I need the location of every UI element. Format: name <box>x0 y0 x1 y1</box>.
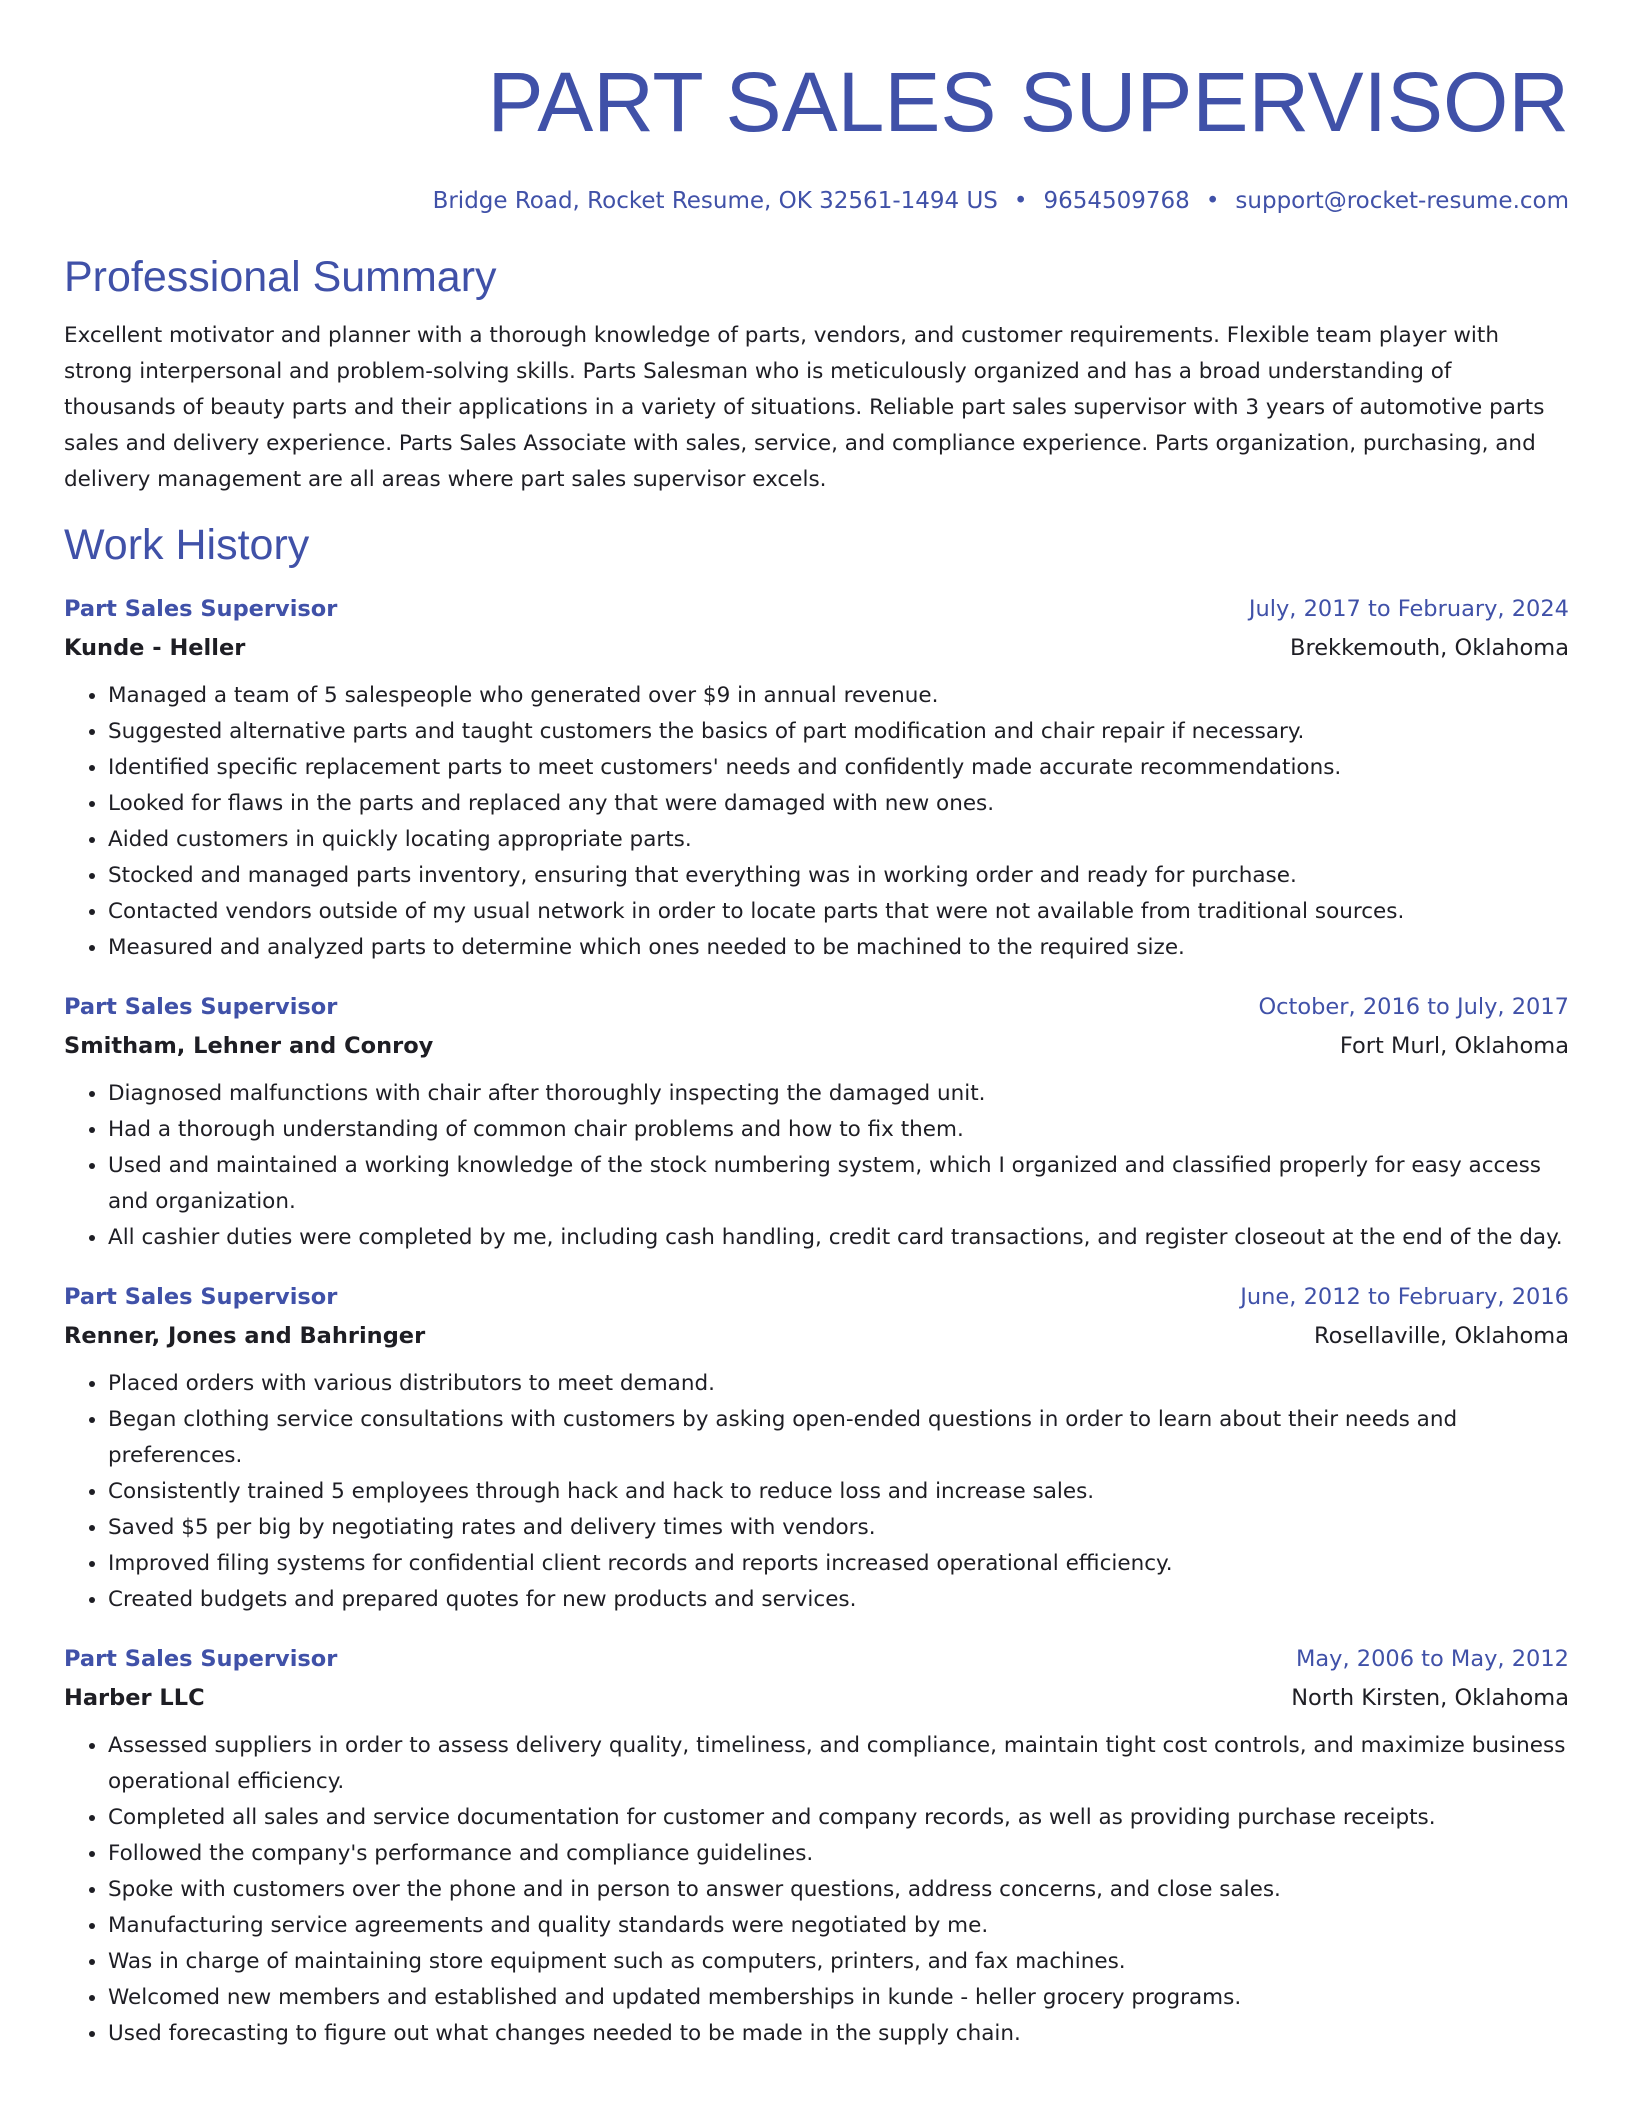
job-company-row <box>64 1316 1569 1356</box>
job-title: Part Sales Supervisor <box>64 596 338 622</box>
job-entry <box>64 988 1569 1256</box>
duty-item: • Placed orders with various distributors to meet demand. <box>108 1366 1569 1402</box>
job-entry <box>64 1278 1569 1618</box>
contact-line <box>64 186 1569 216</box>
job-entry <box>64 590 1569 966</box>
work-history-heading: Work History <box>64 521 310 569</box>
job-company: Harber LLC <box>64 1685 205 1711</box>
job-location: North Kirsten, Oklahoma <box>1291 1685 1569 1711</box>
duty-item: • Completed all sales and service documentation for customer and company records, as well as providing purchase receipts. <box>108 1800 1569 1836</box>
duty-item: • All cashier duties were completed by me, including cash handling, credit card transactions, and register closeout at the end of the day. <box>108 1220 1569 1256</box>
job-title-row <box>64 590 1569 628</box>
job-duties-list <box>64 678 1569 966</box>
duty-item: • Manufacturing service agreements and quality standards were negotiated by me. <box>108 1908 1569 1944</box>
job-duties-list <box>64 1728 1569 2052</box>
contact-separator: • <box>1205 188 1220 214</box>
contact-phone: 9654509768 <box>1043 188 1190 214</box>
duty-item: • Suggested alternative parts and taught customers the basics of part modification and chair repair if necessary. <box>108 714 1569 750</box>
work-history-list <box>64 590 1569 2052</box>
job-dates: May, 2006 to May, 2012 <box>1295 1646 1569 1672</box>
resume-name: PART SALES SUPERVISOR <box>487 55 1569 149</box>
job-location: Fort Murl, Oklahoma <box>1339 1033 1569 1059</box>
contact-separator: • <box>1013 188 1028 214</box>
duty-item: • Assessed suppliers in order to assess delivery quality, timeliness, and compliance, maintain tight cost controls, and maximize business operational efficiency. <box>108 1728 1569 1800</box>
job-title-row <box>64 988 1569 1026</box>
duty-item: • Began clothing service consultations with customers by asking open-ended questions in order to learn about their needs and preferences. <box>108 1402 1569 1474</box>
duty-item: • Diagnosed malfunctions with chair after thoroughly inspecting the damaged unit. <box>108 1076 1569 1112</box>
duty-item: • Followed the company's performance and compliance guidelines. <box>108 1836 1569 1872</box>
duty-item: • Spoke with customers over the phone and in person to answer questions, address concerns, and close sales. <box>108 1872 1569 1908</box>
duty-item: • Measured and analyzed parts to determine which ones needed to be machined to the required size. <box>108 930 1569 966</box>
summary-text: Excellent motivator and planner with a thorough knowledge of parts, vendors, and customer requirements. Flexible team player with strong interpersonal and problem-solving skills. Parts Salesman who is meticulously organized and has a broad understanding of thousands of beauty parts and their applications in a variety of situations. Reliable part sales supervisor with 3 years of automotive parts sales and delivery experience. Parts Sales Associate with sales, service, and compliance experience. Parts organization, purchasing, and delivery management are all areas where part sales supervisor excels. <box>64 323 1545 492</box>
duty-item: • Improved filing systems for confidential client records and reports increased operational efficiency. <box>108 1546 1569 1582</box>
job-duties-list <box>64 1076 1569 1256</box>
job-dates: October, 2016 to July, 2017 <box>1258 994 1569 1020</box>
job-company: Kunde - Heller <box>64 635 246 661</box>
duty-item: • Aided customers in quickly locating appropriate parts. <box>108 822 1569 858</box>
duty-item: • Welcomed new members and established and updated memberships in kunde - heller grocery programs. <box>108 1980 1569 2016</box>
job-company: Renner, Jones and Bahringer <box>64 1323 426 1349</box>
job-location: Brekkemouth, Oklahoma <box>1290 635 1569 661</box>
job-location: Rosellaville, Oklahoma <box>1314 1323 1569 1349</box>
job-title-row <box>64 1278 1569 1316</box>
duty-item: • Used and maintained a working knowledge of the stock numbering system, which I organized and classified properly for easy access and organization. <box>108 1148 1569 1220</box>
duty-item: • Consistently trained 5 employees through hack and hack to reduce loss and increase sales. <box>108 1474 1569 1510</box>
job-title-row <box>64 1640 1569 1678</box>
duty-item: • Identified specific replacement parts to meet customers' needs and confidently made accurate recommendations. <box>108 750 1569 786</box>
job-entry <box>64 1640 1569 2052</box>
job-title: Part Sales Supervisor <box>64 1284 338 1310</box>
job-company-row <box>64 628 1569 668</box>
duty-item: • Was in charge of maintaining store equipment such as computers, printers, and fax machines. <box>108 1944 1569 1980</box>
contact-email: support@rocket-resume.com <box>1235 188 1569 214</box>
duty-item: • Used forecasting to figure out what changes needed to be made in the supply chain. <box>108 2016 1569 2052</box>
duty-item: • Stocked and managed parts inventory, ensuring that everything was in working order and ready for purchase. <box>108 858 1569 894</box>
contact-address: Bridge Road, Rocket Resume, OK 32561-1494 US <box>432 188 998 214</box>
job-title: Part Sales Supervisor <box>64 1646 338 1672</box>
summary-heading: Professional Summary <box>64 253 497 301</box>
job-company-row <box>64 1678 1569 1718</box>
job-duties-list <box>64 1366 1569 1618</box>
duty-item: • Saved $5 per big by negotiating rates and delivery times with vendors. <box>108 1510 1569 1546</box>
duty-item: • Managed a team of 5 salespeople who generated over $9 in annual revenue. <box>108 678 1569 714</box>
job-dates: June, 2012 to February, 2016 <box>1240 1284 1569 1310</box>
duty-item: • Had a thorough understanding of common chair problems and how to fix them. <box>108 1112 1569 1148</box>
duty-item: • Contacted vendors outside of my usual network in order to locate parts that were not available from traditional sources. <box>108 894 1569 930</box>
job-company: Smitham, Lehner and Conroy <box>64 1033 434 1059</box>
job-title: Part Sales Supervisor <box>64 994 338 1020</box>
job-dates: July, 2017 to February, 2024 <box>1248 596 1569 622</box>
job-company-row <box>64 1026 1569 1066</box>
duty-item: • Looked for flaws in the parts and replaced any that were damaged with new ones. <box>108 786 1569 822</box>
duty-item: • Created budgets and prepared quotes for new products and services. <box>108 1582 1569 1618</box>
